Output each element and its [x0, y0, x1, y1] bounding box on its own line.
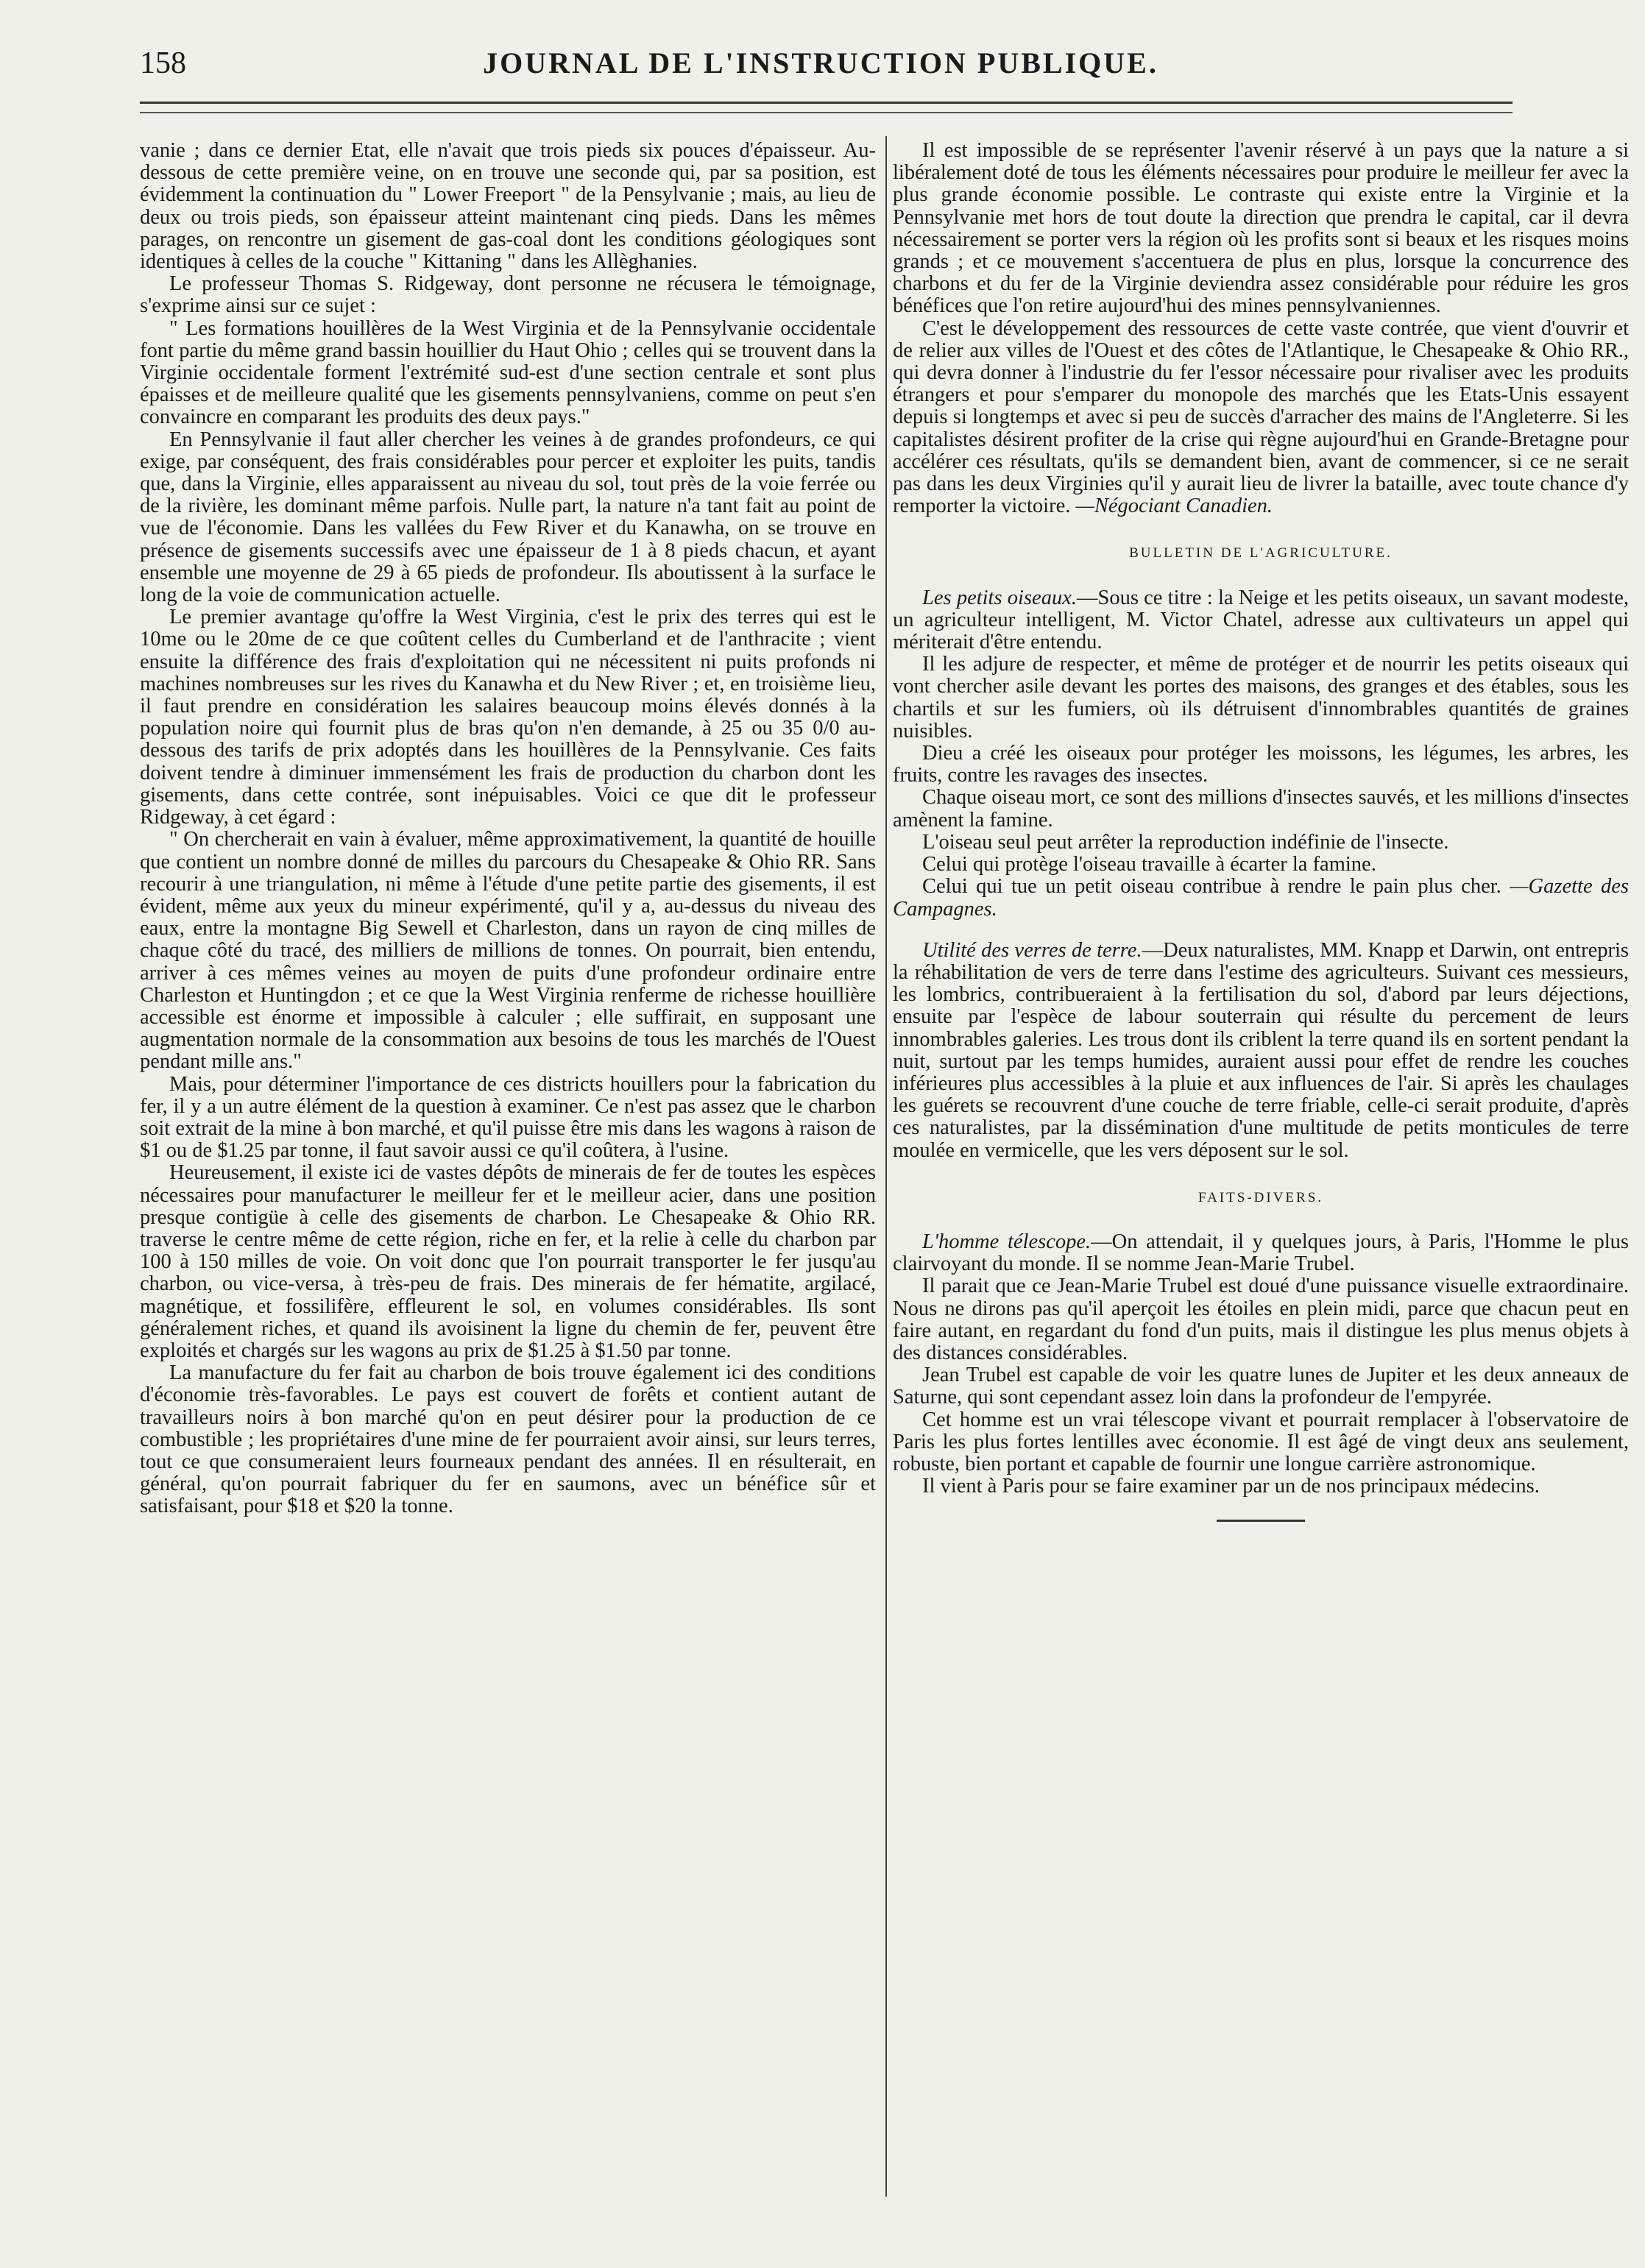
- paragraph: Il les adjure de respecter, et même de protéger et de nourrir les petits oiseaux qui vont chercher asile devant les portes des maisons, des granges et des étables, sous les chartils et sur les fumiers, où ils détruisent d'innombrables quantités de graines nuisibles.: [893, 653, 1629, 743]
- paragraph: vanie ; dans ce dernier Etat, elle n'avait que trois pieds six pouces d'épaisseur. Au-dessous de cette première veine, on en trouve une seconde qui, par sa position, est évidemment la continuation du " Lower Freeport " de la Pensylvanie ; mais, au lieu de deux ou trois pieds, son épaisseur atteint maintenant cinq pieds. Dans les mêmes parages, on rencontre un gisement de gas-coal dont les conditions géologiques sont identiques à celles de la couche " Kittaning " dans les Allèghanies.: [140, 140, 876, 274]
- left-column: [140, 140, 876, 2222]
- column-divider: [885, 136, 887, 2197]
- article-title: L'homme télescope.: [922, 1230, 1092, 1253]
- page-header: [140, 43, 1501, 94]
- paragraph: [893, 318, 1629, 518]
- paragraph: En Pennsylvanie il faut aller chercher les veines à de grandes profondeurs, ce qui exige, par conséquent, des frais considérables pour percer et exploiter les puits, tandis que, dans la Virginie, elles apparaissent au niveau du sol, tout près de la voie ferrée ou de la rivière, les dominant même parfois. Nulle part, la nature n'a tant fait au point de vue de l'économie. Dans les vallées du Few River et du Kanawha, on se trouve en présence de gisements successifs avec une épaisseur de 1 à 8 pieds chacun, et ayant ensemble une moyenne de 29 à 65 pieds de profondeur. Ils aboutissent à la surface le long de la voie de communication actuelle.: [140, 428, 876, 607]
- header-rule-double: [140, 112, 1513, 113]
- section-heading-agriculture: BULLETIN DE L'AGRICULTURE.: [1129, 545, 1393, 561]
- paragraph: Le premier avantage qu'offre la West Virginia, c'est le prix des terres qui est le 10me ou le 20me de ce que coûtent celles du Cumberland et de l'anthracite ; vient ensuite la différence des frais d'exploitation qui ne nécessitent ni puits profonds ni machines nombreuses sur les rives du Kanawha et du New River ; et, en troisième lieu, il faut prendre en considération les salaires beaucoup moins élevés donnés à la population noire qui fournit plus de bras qu'on n'en demande, à 25 ou 35 0/0 au-dessous des tarifs de prix adoptés dans les houillères de la Pennsylvanie. Ces faits doivent tendre à diminuer immensément les frais de production du charbon dont les gisements, dans cette contrée, sont inépuisables. Voici ce que dit le professeur Ridgeway, à cet égard :: [140, 606, 876, 829]
- paragraph: Jean Trubel est capable de voir les quatre lunes de Jupiter et les deux anneaux de Saturne, qui sont cependant assez loin dans la profondeur de l'empyrée.: [893, 1364, 1629, 1409]
- paragraph: Il parait que ce Jean-Marie Trubel est doué d'une puissance visuelle extraordinaire. Nous ne dirons pas qu'il aperçoit les étoiles en plein midi, parce que chacun peut en faire autant, en regardant du fond d'un puits, mais il distingue les plus menus objets à des distances considérables.: [893, 1275, 1629, 1364]
- paragraph: Mais, pour déterminer l'importance de ces districts houillers pour la fabrication du fer, il y a un autre élément de la question à examiner. Ce n'est pas assez que le charbon soit extrait de la mine à bon marché, et qu'il puisse être mis dans les wagons à raison de $1 ou de $1.25 par tonne, il faut savoir aussi ce qu'il coûtera, à l'usine.: [140, 1072, 876, 1163]
- paragraph: Heureusement, il existe ici de vastes dépôts de minerais de fer de toutes les espèces nécessaires pour manufacturer le meilleur fer et le meilleur acier, dans une position presque contigüe à celle des gisements de charbon. Le Chesapeake & Ohio RR. traverse le centre même de cette région, riche en fer, et la relie à celle du charbon par 100 à 150 milles de voie. On voit donc que l'on pourrait transporter le fer jusqu'au charbon, ou vice-versa, à très-peu de frais. Des minerais de fer hématite, argilacé, magnétique, et fossilifère, effleurent le sol, en volumes considérables. Ils sont généralement riches, et quand ils avoisinent la ligne du chemin de fer, peuvent être exploités et chargés sur les wagons au prix de $1.25 à $1.50 par tonne.: [140, 1161, 876, 1362]
- quote-paragraph: " On chercherait en vain à évaluer, même approximativement, la quantité de houille que contient un nombre donné de milles du parcours du Chesapeake & Ohio RR. Sans recourir à une triangulation, ni même à l'étude d'une petite partie des gisements, il est évident, même aux yeux du mineur expérimenté, qu'il y a, au-dessus du niveau des eaux, entre la montagne Big Sewell et Charleston, dans un rayon de cinq milles de chaque côté du tracé, des milliers de millions de tonnes. On pourrait, bien entendu, arriver à ces mêmes veines au moyen de puits d'une profondeur ordinaire entre Charleston et Huntingdon ; et ce que la West Virginia renferme de richesse houillière accessible est énorme et impossible à calculer ; elle suffirait, en supposant une augmentation normale de la consommation aux besoins de tous les marchés de l'Ouest pendant mille ans.": [140, 828, 876, 1074]
- quote-paragraph: " Les formations houillères de la West Virginia et de la Pennsylvanie occidentale font partie du même grand bassin houillier du Haut Ohio ; celles qui se trouvent dans la Virginie occidentale forment l'extrémité sud-est d'une section centrale et sont plus épaisses et de meilleure qualité que les gisements pennsylvaniens, comme on peut s'en convaincre en comparant les produits des deux pays.": [140, 316, 876, 429]
- source-citation: —Négociant Canadien.: [1075, 495, 1273, 518]
- paragraph-text: —On attendait, il y quelques jours, à Paris, l'Homme le plus clairvoyant du monde. Il se nomme Jean-Marie Trubel.: [893, 1230, 1629, 1276]
- paragraph: L'oiseau seul peut arrêter la reproduction indéfinie de l'insecte.: [922, 830, 1449, 854]
- right-column: [893, 140, 1629, 2222]
- article-title: Utilité des verres de terre.: [922, 938, 1142, 962]
- paragraph: Le professeur Thomas S. Ridgeway, dont personne ne récusera le témoignage, s'exprime ainsi sur ce sujet :: [140, 272, 876, 318]
- article-title: Les petits oiseaux.: [922, 586, 1077, 609]
- source-citation: —Gazette des Campagnes.: [893, 875, 1629, 921]
- paragraph-text: Celui qui tue un petit oiseau contribue à rendre le pain plus cher.: [922, 875, 1501, 899]
- paragraph: Celui qui protège l'oiseau travaille à écarter la famine.: [922, 853, 1376, 876]
- paragraph: Il vient à Paris pour se faire examiner par un de nos principaux médecins.: [922, 1475, 1540, 1498]
- end-separator: [1217, 1520, 1305, 1522]
- paragraph-text: C'est le développement des ressources de cette vaste contrée, que vient d'ouvrir et de relier aux villes de l'Ouest et des côtes de l'Atlantique, le Chesapeake & Ohio RR., qui devra donner à l'industrie du fer l'essor nécessaire pour rivaliser avec les produits étrangers et pour s'emparer du monopole des marchés que les Etats-Unis essayent depuis si longtemps et avec si peu de succès d'arracher des mains de l'Angleterre. Si les capitalistes désirent profiter de la crise qui règne aujourd'hui en Grande-Bretagne pour accélérer ces résultats, qu'ils se demandent bien, avant de commencer, si ce ne serait pas dans les deux Virginies qu'il y aurait lieu de livrer la bataille, avec toute chance d'y remporter la victoire.: [893, 316, 1629, 518]
- paragraph: [893, 587, 1629, 654]
- header-rule: [140, 102, 1513, 104]
- journal-title: JOURNAL DE L'INSTRUCTION PUBLIQUE.: [483, 46, 1158, 79]
- paragraph: Cet homme est un vrai télescope vivant et pourrait remplacer à l'observatoire de Paris les plus fortes lentilles avec économie. Il est âgé de vingt deux ans seulement, robuste, bien portant et capable de fournir une longue carrière astronomique.: [893, 1408, 1629, 1475]
- paragraph: Dieu a créé les oiseaux pour protéger les moissons, les légumes, les arbres, les fruits, contre les ravages des insectes.: [893, 742, 1629, 787]
- paragraph: [893, 876, 1629, 920]
- paragraph: La manufacture du fer fait au charbon de bois trouve également ici des conditions d'économie très-favorables. Le pays est couvert de forêts et contient autant de travailleurs noirs à bon marché qu'on en peut désirer pour la production de ce combustible ; les propriétaires d'une mine de fer pourraient avoir ainsi, sur leurs terres, tout ce que consumeraient leurs fourneaux pendant des années. Il en résulterait, en général, qu'on pourrait fabriquer du fer en saumons, avec un bénéfice sûr et satisfaisant, pour $18 et $20 la tonne.: [140, 1361, 876, 1518]
- paragraph: [893, 940, 1629, 1162]
- paragraph-text: —Deux naturalistes, MM. Knapp et Darwin, ont entrepris la réhabilitation de vers de terre dans l'estime des agriculteurs. Suivant ces messieurs, les lombrics, contribueraient à la fertilisation du sol, d'abord par leurs déjections, ensuite par l'espèce de labour souterrain qui résulte du percement de leurs innombrables galeries. Les trous dont ils criblent la terre quand ils en sortent pendant la nuit, surtout par les temps humides, auraient aussi pour effet de rendre les couches inférieures plus accessibles à la pluie et aux influences de l'air. Si après les chaulages les guérets se recouvrent d'une couche de terre friable, celle-ci serait produite, d'après ces naturalistes, par la dissémination d'une multitude de petits monticules de terre moulée en vermicelle, que les vers déposent sur le sol.: [893, 938, 1629, 1162]
- paragraph-text: —Sous ce titre : la Neige et les petits oiseaux, un savant modeste, un agriculteur intelligent, M. Victor Chatel, adresse aux cultivateurs un appel qui mériterait d'être entendu.: [893, 586, 1629, 654]
- paragraph: [893, 1231, 1629, 1275]
- page-number: 158: [140, 46, 186, 80]
- section-heading-faits-divers: FAITS-DIVERS.: [1198, 1189, 1324, 1205]
- paragraph: Chaque oiseau mort, ce sont des millions d'insectes sauvés, et les millions d'insectes amènent la famine.: [893, 786, 1629, 832]
- paragraph: Il est impossible de se représenter l'avenir réservé à un pays que la nature a si libéralement doté de tous les éléments nécessaires pour produire le meilleur fer avec la plus grande économie possible. Le contraste qui existe entre la Virginie et la Pennsylvanie met hors de tout doute la direction que prendra le capital, car il devra nécessairement se porter vers la région où les profits sont si beaux et les risques moins grands ; et ce mouvement s'accentuera de plus en plus, lorsque la concurrence des charbons et du fer de la Virginie deviendra assez considérable pour réduire les gros bénéfices que l'on retire aujourd'hui des mines pennsylvaniennes.: [893, 140, 1629, 318]
